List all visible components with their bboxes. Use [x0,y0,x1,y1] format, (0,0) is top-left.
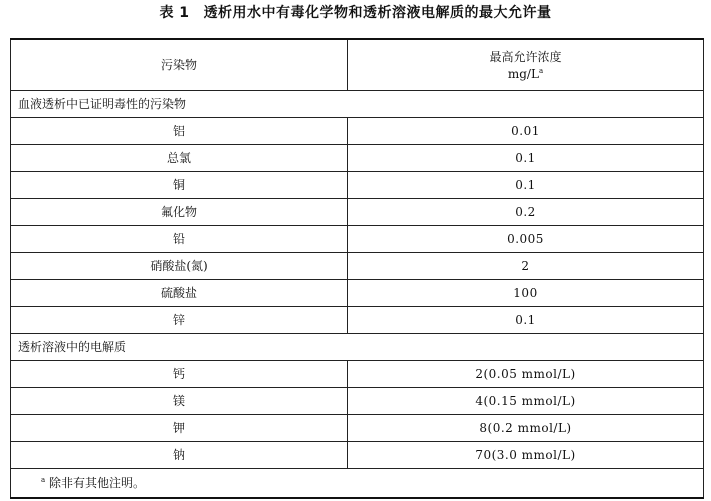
electrolyte-name: 钠 [11,442,348,469]
pollutant-value: 0.1 [348,172,704,199]
table-row [11,280,704,307]
section-title-toxic: 血液透析中已证明毒性的污染物 [11,91,704,118]
electrolyte-value: 70(3.0 mmol/L) [348,442,704,469]
table-caption [0,4,711,22]
pollutant-name: 硝酸盐(氮) [11,253,348,280]
electrolyte-name: 镁 [11,388,348,415]
electrolyte-value: 8(0.2 mmol/L) [348,415,704,442]
table-number: 表 1 [159,5,190,21]
header-unit [508,67,543,81]
limits-table [10,38,704,499]
electrolyte-value: 2(0.05 mmol/L) [348,361,704,388]
header-unit-text: mg/L [507,66,539,81]
footnote [11,469,704,499]
pollutant-name: 锌 [11,307,348,334]
section-row [11,334,704,361]
footnote-row [11,469,704,499]
pollutant-value: 2 [348,253,704,280]
table-row [11,442,704,469]
footnote-text: 除非有其他注明。 [49,476,146,490]
electrolyte-name: 钾 [11,415,348,442]
header-unit-footnote-mark: a [538,66,544,75]
table-row [11,172,704,199]
header-pollutant: 污染物 [11,39,348,91]
pollutant-name: 铅 [11,226,348,253]
header-max-concentration-label: 最高允许浓度 [489,49,562,64]
section-title-electrolytes: 透析溶液中的电解质 [11,334,704,361]
electrolyte-value: 4(0.15 mmol/L) [348,388,704,415]
pollutant-value: 100 [348,280,704,307]
table-row [11,388,704,415]
table-row [11,307,704,334]
table-row [11,415,704,442]
footnote-mark: a [41,476,46,484]
pollutant-name: 硫酸盐 [11,280,348,307]
pollutant-value: 0.2 [348,199,704,226]
pollutant-value: 0.1 [348,307,704,334]
pollutant-name: 铜 [11,172,348,199]
pollutant-value: 0.005 [348,226,704,253]
table-row [11,226,704,253]
pollutant-name: 铝 [11,118,348,145]
table-title: 透析用水中有毒化学物和透析溶液电解质的最大允许量 [203,5,552,21]
table-row [11,118,704,145]
table-row [11,253,704,280]
pollutant-value: 0.1 [348,145,704,172]
pollutant-name: 总氯 [11,145,348,172]
electrolyte-name: 钙 [11,361,348,388]
table-row [11,361,704,388]
section-row [11,91,704,118]
table-row [11,145,704,172]
table-row [11,199,704,226]
pollutant-value: 0.01 [348,118,704,145]
pollutant-name: 氟化物 [11,199,348,226]
header-max-concentration [348,39,704,91]
table-header-row [11,39,704,91]
